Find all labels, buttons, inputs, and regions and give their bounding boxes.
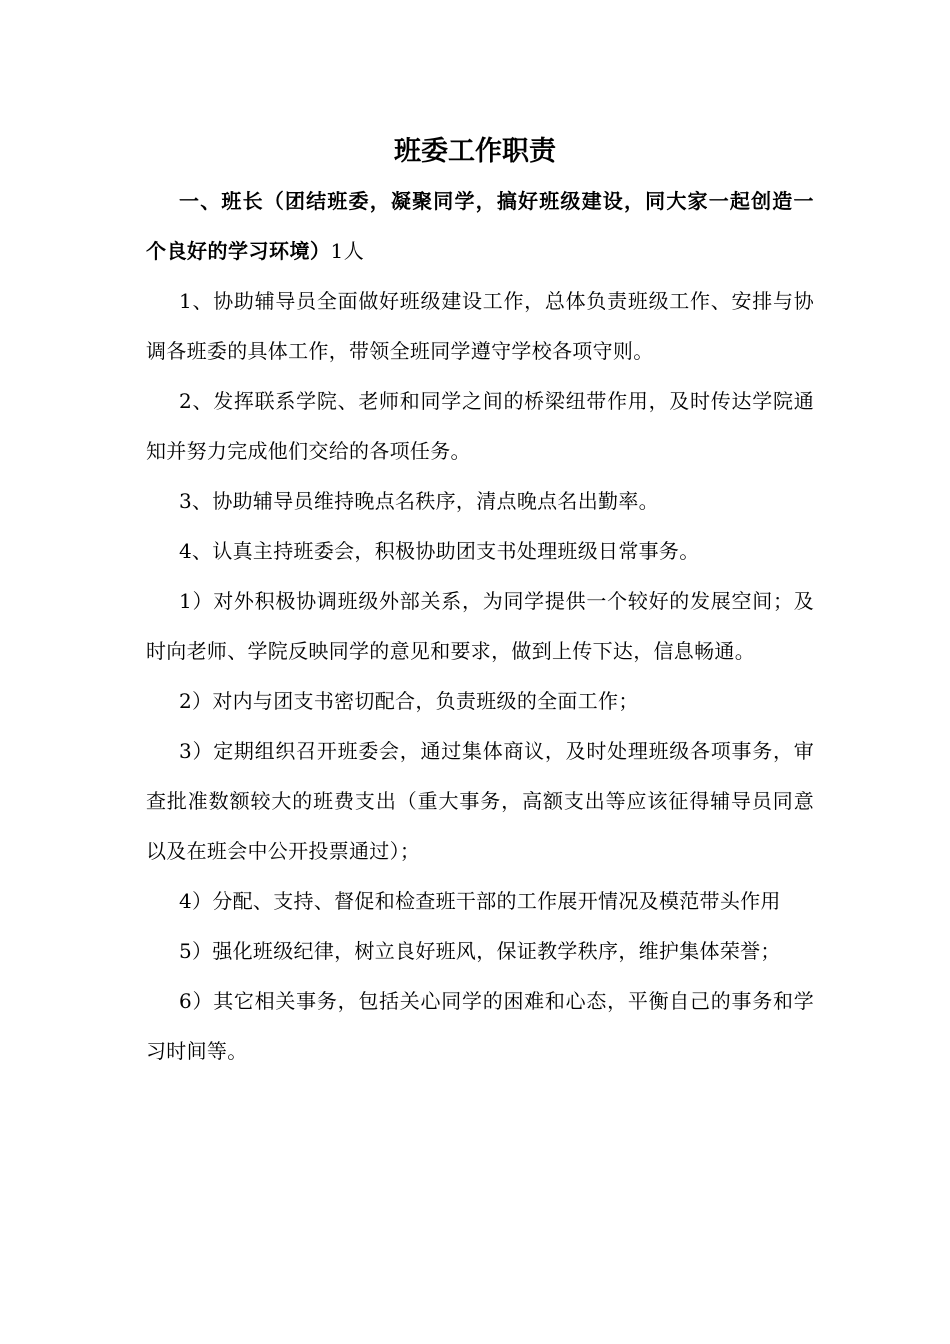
paragraph-6: 2）对内与团支书密切配合，负责班级的全面工作； xyxy=(179,689,639,713)
paragraph-1: 1、协助辅导员全面做好班级建设工作，总体负责班级工作、安排与协调各班委的具体工作，带领全班同学遵守学校各项守则。 xyxy=(146,289,814,363)
paragraph-8: 4）分配、支持、督促和检查班干部的工作展开情况及模范带头作用 xyxy=(179,889,781,913)
document-title: 班委工作职责 xyxy=(394,136,556,167)
section-heading xyxy=(146,176,814,276)
paragraph-3: 3、协助辅导员维持晚点名秩序，清点晚点名出勤率。 xyxy=(179,489,659,513)
paragraph-5: 1）对外积极协调班级外部关系，为同学提供一个较好的发展空间；及时向老师、学院反映同学的意见和要求，做到上传下达，信息畅通。 xyxy=(146,589,814,663)
section-heading-text: 一、班长（团结班委，凝聚同学，搞好班级建设，同大家一起创造一个良好的学习环境） xyxy=(146,189,814,263)
paragraph-9: 5）强化班级纪律，树立良好班风，保证教学秩序，维护集体荣誉； xyxy=(179,939,781,963)
paragraph-7: 3）定期组织召开班委会，通过集体商议，及时处理班级各项事务，审查批准数额较大的班费支出（重大事务，高额支出等应该征得辅导员同意以及在班会中公开投票通过）； xyxy=(146,739,814,863)
paragraph-4: 4、认真主持班委会，积极协助团支书处理班级日常事务。 xyxy=(179,539,700,563)
paragraph-2: 2、发挥联系学院、老师和同学之间的桥梁纽带作用，及时传达学院通知并努力完成他们交给的各项任务。 xyxy=(146,389,814,463)
paragraph-10: 6）其它相关事务，包括关心同学的困难和心态，平衡自己的事务和学习时间等。 xyxy=(146,989,814,1063)
document-body xyxy=(146,176,814,1076)
section-heading-suffix: 1人 xyxy=(330,239,365,263)
